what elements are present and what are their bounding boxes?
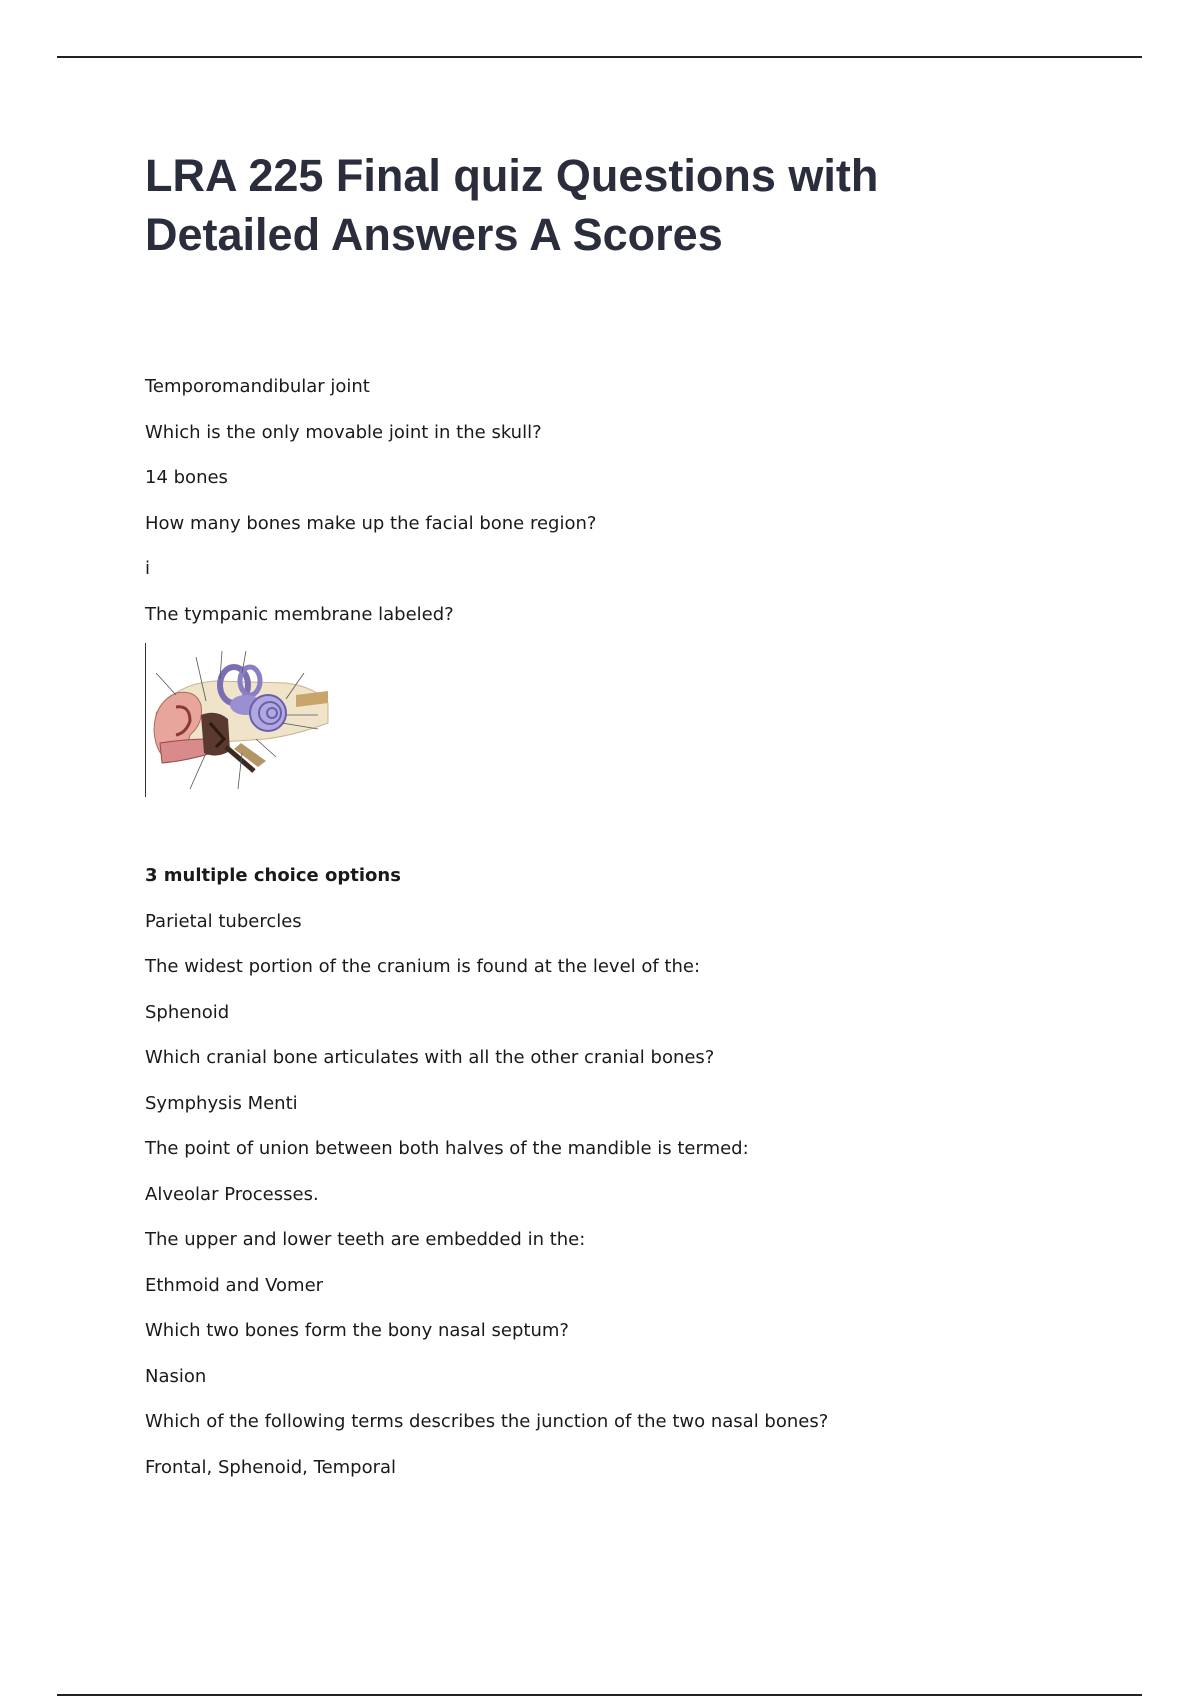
answer-line: Temporomandibular joint [145, 376, 370, 397]
question-line: The widest portion of the cranium is found at the level of the: [145, 956, 701, 977]
document-title: LRA 225 Final quiz Questions with Detailed Answers A Scores [145, 150, 879, 260]
question-line: The point of union between both halves of the mandible is termed: [145, 1138, 749, 1159]
answer-line: Sphenoid [145, 1001, 230, 1023]
answer-line: Frontal, Sphenoid, Temporal [145, 1456, 397, 1478]
question-line: The tympanic membrane labeled? [145, 603, 454, 625]
question-line: Which of the following terms describes the junction of the two nasal bones? [145, 1411, 829, 1432]
question-line: Which cranial bone articulates with all the other cranial bones? [145, 1047, 715, 1068]
answer-line: Parietal tubercles [145, 910, 302, 932]
question-line: Which two bones form the bony nasal septum? [145, 1320, 569, 1341]
question-line: How many bones make up the facial bone region? [145, 512, 597, 534]
answer-line: Alveolar Processes. [145, 1183, 319, 1205]
answer-line: Nasion [145, 1365, 207, 1387]
section-heading: 3 multiple choice options [145, 865, 401, 886]
answer-line: 14 bones [145, 467, 228, 488]
question-line: The upper and lower teeth are embedded in the: [145, 1229, 586, 1250]
answer-line: Ethmoid and Vomer [145, 1274, 324, 1296]
answer-line: i [145, 558, 151, 579]
answer-line: Symphysis Menti [145, 1092, 298, 1114]
qa-list [145, 372, 1045, 1498]
ear-anatomy-icon [145, 643, 331, 797]
figure-block [145, 645, 1045, 861]
question-line: Which is the only movable joint in the skull? [145, 421, 542, 443]
bottom-rule [57, 1694, 1142, 1696]
top-rule [57, 56, 1142, 58]
